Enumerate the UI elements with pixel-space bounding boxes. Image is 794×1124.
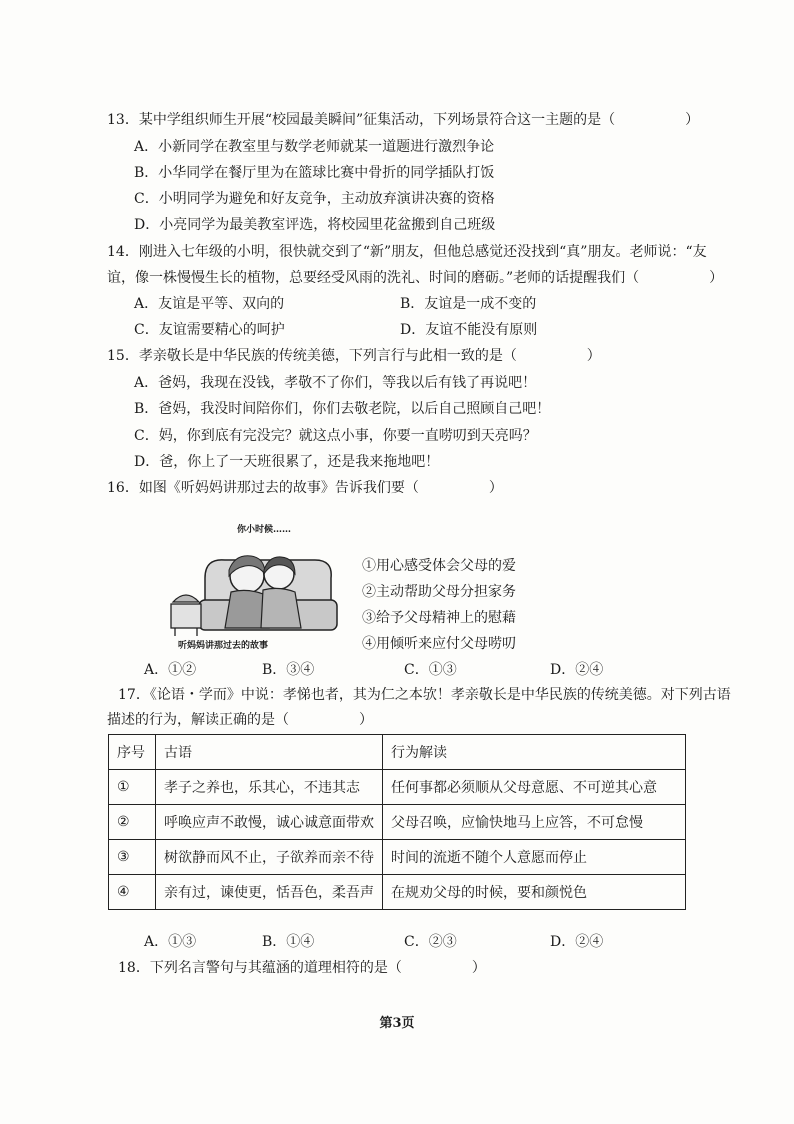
q15-option-c: C．妈，你到底有完没完？就这点小事，你要一直唠叨到天亮吗？ (134, 428, 537, 444)
q14-option-c: C．友谊需要精心的呵护 (134, 322, 285, 338)
q13-option-d: D．小亮同学为最美教室评选，将校园里花盆搬到自己班级 (134, 217, 496, 233)
table-cell: ① (109, 770, 156, 805)
q14-option-d: D．友谊不能没有原则 (400, 322, 538, 338)
q13-option-b: B．小华同学在餐厅里为在篮球比赛中骨折的同学插队打饭 (134, 165, 495, 181)
table-cell: 时间的流逝不随个人意愿而停止 (383, 840, 686, 875)
q16-stem: 16．如图《听妈妈讲那过去的故事》告诉我们要（ ） (107, 480, 503, 496)
table-row (109, 840, 686, 875)
q15-option-d: D．爸，你上了一天班很累了，还是我来拖地吧！ (134, 454, 440, 470)
q17-option-b: B．①④ (262, 934, 315, 950)
q16-item-4: ④用倾听来应付父母唠叨 (362, 636, 516, 652)
q17-stem-line2: 描述的行为，解读正确的是（ ） (107, 712, 373, 728)
table-cell: 任何事都必须顺从父母意愿、不可逆其心意 (383, 770, 686, 805)
q14-stem-line1: 14．刚进入七年级的小明，很快就交到了“新”朋友，但他总感觉还没找到“真”朋友。老师说：“友 (107, 244, 707, 260)
table-cell: 树欲静而风不止，子欲养而亲不待 (156, 840, 383, 875)
table-cell: ② (109, 805, 156, 840)
q16-item-3: ③给予父母精神上的慰藉 (362, 610, 516, 626)
table-row (109, 805, 686, 840)
table-cell: ④ (109, 875, 156, 910)
q14-stem-line2: 谊，像一株慢慢生长的植物，总要经受风雨的洗礼、时间的磨砺。”老师的话提醒我们（ ） (107, 270, 724, 286)
q14-option-a: A．友谊是平等、双向的 (134, 296, 285, 312)
q17-option-d: D．②④ (550, 934, 604, 950)
q15-option-b: B．爸妈，我没时间陪你们，你们去敬老院，以后自己照顾自己吧！ (134, 401, 551, 417)
table-header-row (109, 735, 686, 770)
q16-option-d: D．②④ (550, 662, 604, 678)
table-cell: 父母召唤，应愉快地马上应答，不可怠慢 (383, 805, 686, 840)
q14-option-b: B．友谊是一成不变的 (400, 296, 537, 312)
q16-item-2: ②主动帮助父母分担家务 (362, 584, 516, 600)
q16-item-1: ①用心感受体会父母的爱 (362, 558, 516, 574)
q13-option-c: C．小明同学为避免和好友竞争，主动放弃演讲决赛的资格 (134, 191, 495, 207)
mother-daughter-illustration (165, 518, 340, 648)
table-header: 古语 (156, 735, 383, 770)
q15-stem: 15．孝亲敬长是中华民族的传统美德，下列言行与此相一致的是（ ） (107, 348, 601, 364)
table-cell: 呼唤应声不敢慢，诚心诚意面带欢 (156, 805, 383, 840)
q18-stem: 18．下列名言警句与其蕴涵的道理相符的是（ ） (118, 960, 486, 976)
q13-stem: 13．某中学组织师生开展“校园最美瞬间”征集活动，下列场景符合这一主题的是（ ） (107, 112, 700, 128)
q16-option-c: C．①③ (404, 662, 457, 678)
table-cell: 在规劝父母的时候，要和颜悦色 (383, 875, 686, 910)
table-header: 行为解读 (383, 735, 686, 770)
table-cell: 亲有过，谏使更，恬吾色，柔吾声 (156, 875, 383, 910)
q15-option-a: A．爸妈，我现在没钱，孝敬不了你们，等我以后有钱了再说吧！ (134, 375, 537, 391)
speech-bubble: 你小时候…… (237, 525, 292, 535)
q17-stem-line1: 17．《论语・学而》中说：孝悌也者，其为仁之本欤！孝亲敬长是中华民族的传统美德。对下列古语 (118, 687, 731, 703)
table-header: 序号 (109, 735, 156, 770)
table-row (109, 770, 686, 805)
illustration-caption: 听妈妈讲那过去的故事 (178, 641, 269, 651)
q13-option-a: A．小新同学在教室里与数学老师就某一道题进行激烈争论 (134, 139, 495, 155)
q17-option-c: C．②③ (404, 934, 457, 950)
q17-table (108, 734, 686, 910)
table-row (109, 875, 686, 910)
q16-option-b: B．③④ (262, 662, 315, 678)
q16-option-a: A．①② (144, 662, 197, 678)
table-cell: ③ (109, 840, 156, 875)
page-number: 第3页 (379, 1016, 415, 1031)
table-cell: 孝子之养也，乐其心，不违其志 (156, 770, 383, 805)
q17-option-a: A．①③ (144, 934, 197, 950)
